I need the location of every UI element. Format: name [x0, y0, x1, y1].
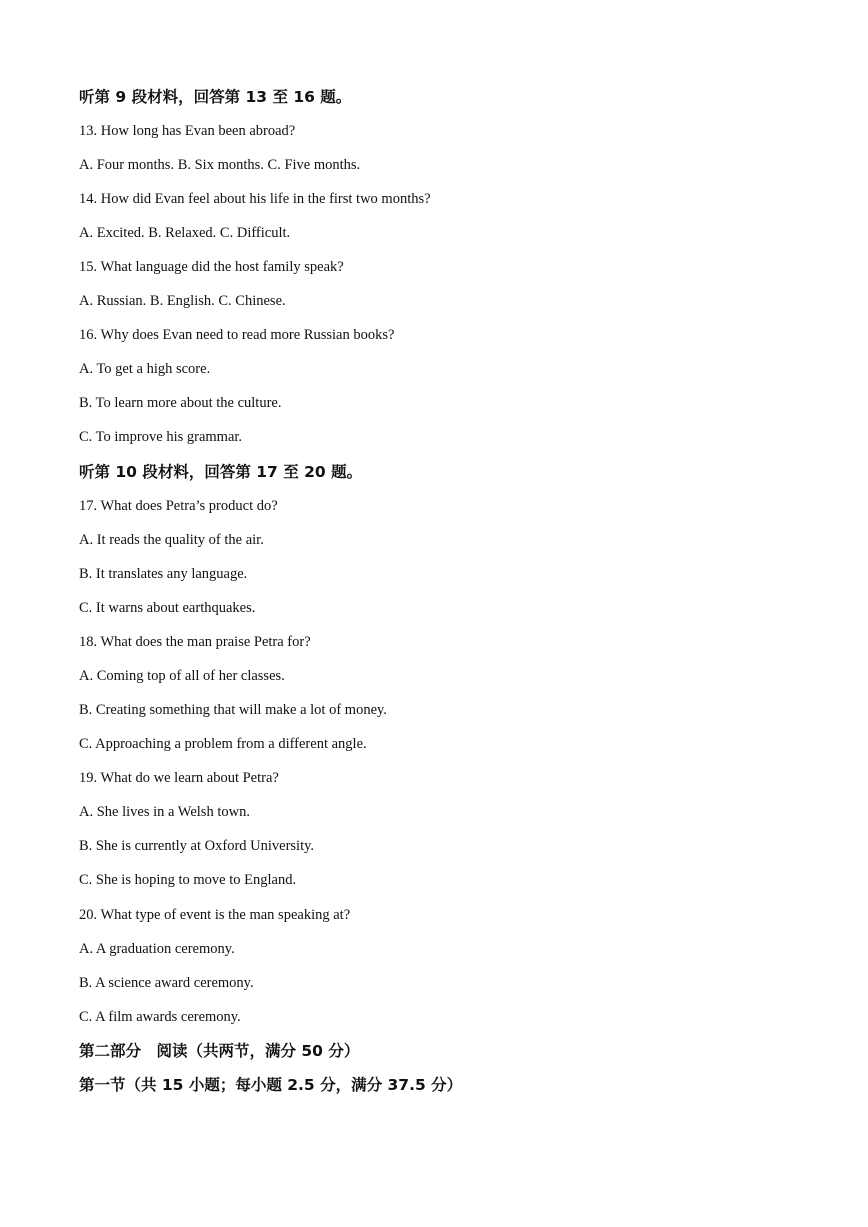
option-19b: B. She is currently at Oxford University. [79, 838, 315, 854]
option-19c: C. She is hoping to move to England. [79, 872, 297, 888]
question-20: 20. What type of event is the man speaking at? [79, 907, 351, 923]
question-18: 18. What does the man praise Petra for? [79, 634, 311, 650]
question-14: 14. How did Evan feel about his life in the first two months? [79, 191, 431, 207]
part-two-heading: 第二部分 阅读（共两节，满分 50 分） [79, 1042, 360, 1060]
option-20b: B. A science award ceremony. [79, 975, 254, 991]
option-18a: A. Coming top of all of her classes. [79, 668, 285, 684]
question-15: 15. What language did the host family speak? [79, 259, 344, 275]
options-14: A. Excited. B. Relaxed. C. Difficult. [79, 225, 291, 241]
question-17: 17. What does Petra’s product do? [79, 498, 278, 514]
option-18c: C. Approaching a problem from a different angle. [79, 736, 367, 752]
option-16c: C. To improve his grammar. [79, 429, 243, 445]
options-13: A. Four months. B. Six months. C. Five months. [79, 157, 361, 173]
option-16b: B. To learn more about the culture. [79, 395, 282, 411]
option-17b: B. It translates any language. [79, 566, 248, 582]
part-two-section-one-heading: 第一节（共 15 小题；每小题 2.5 分，满分 37.5 分） [79, 1076, 463, 1094]
option-19a: A. She lives in a Welsh town. [79, 804, 250, 820]
option-20c: C. A film awards ceremony. [79, 1009, 241, 1025]
question-13: 13. How long has Evan been abroad? [79, 123, 296, 139]
option-18b: B. Creating something that will make a lot of money. [79, 702, 387, 718]
section-heading-10: 听第 10 段材料，回答第 17 至 20 题。 [79, 463, 363, 481]
option-20a: A. A graduation ceremony. [79, 941, 235, 957]
question-19: 19. What do we learn about Petra? [79, 770, 279, 786]
question-16: 16. Why does Evan need to read more Russian books? [79, 327, 395, 343]
option-17c: C. It warns about earthquakes. [79, 600, 256, 616]
option-17a: A. It reads the quality of the air. [79, 532, 264, 548]
section-heading-9: 听第 9 段材料，回答第 13 至 16 题。 [79, 88, 352, 106]
option-16a: A. To get a high score. [79, 361, 211, 377]
options-15: A. Russian. B. English. C. Chinese. [79, 293, 286, 309]
